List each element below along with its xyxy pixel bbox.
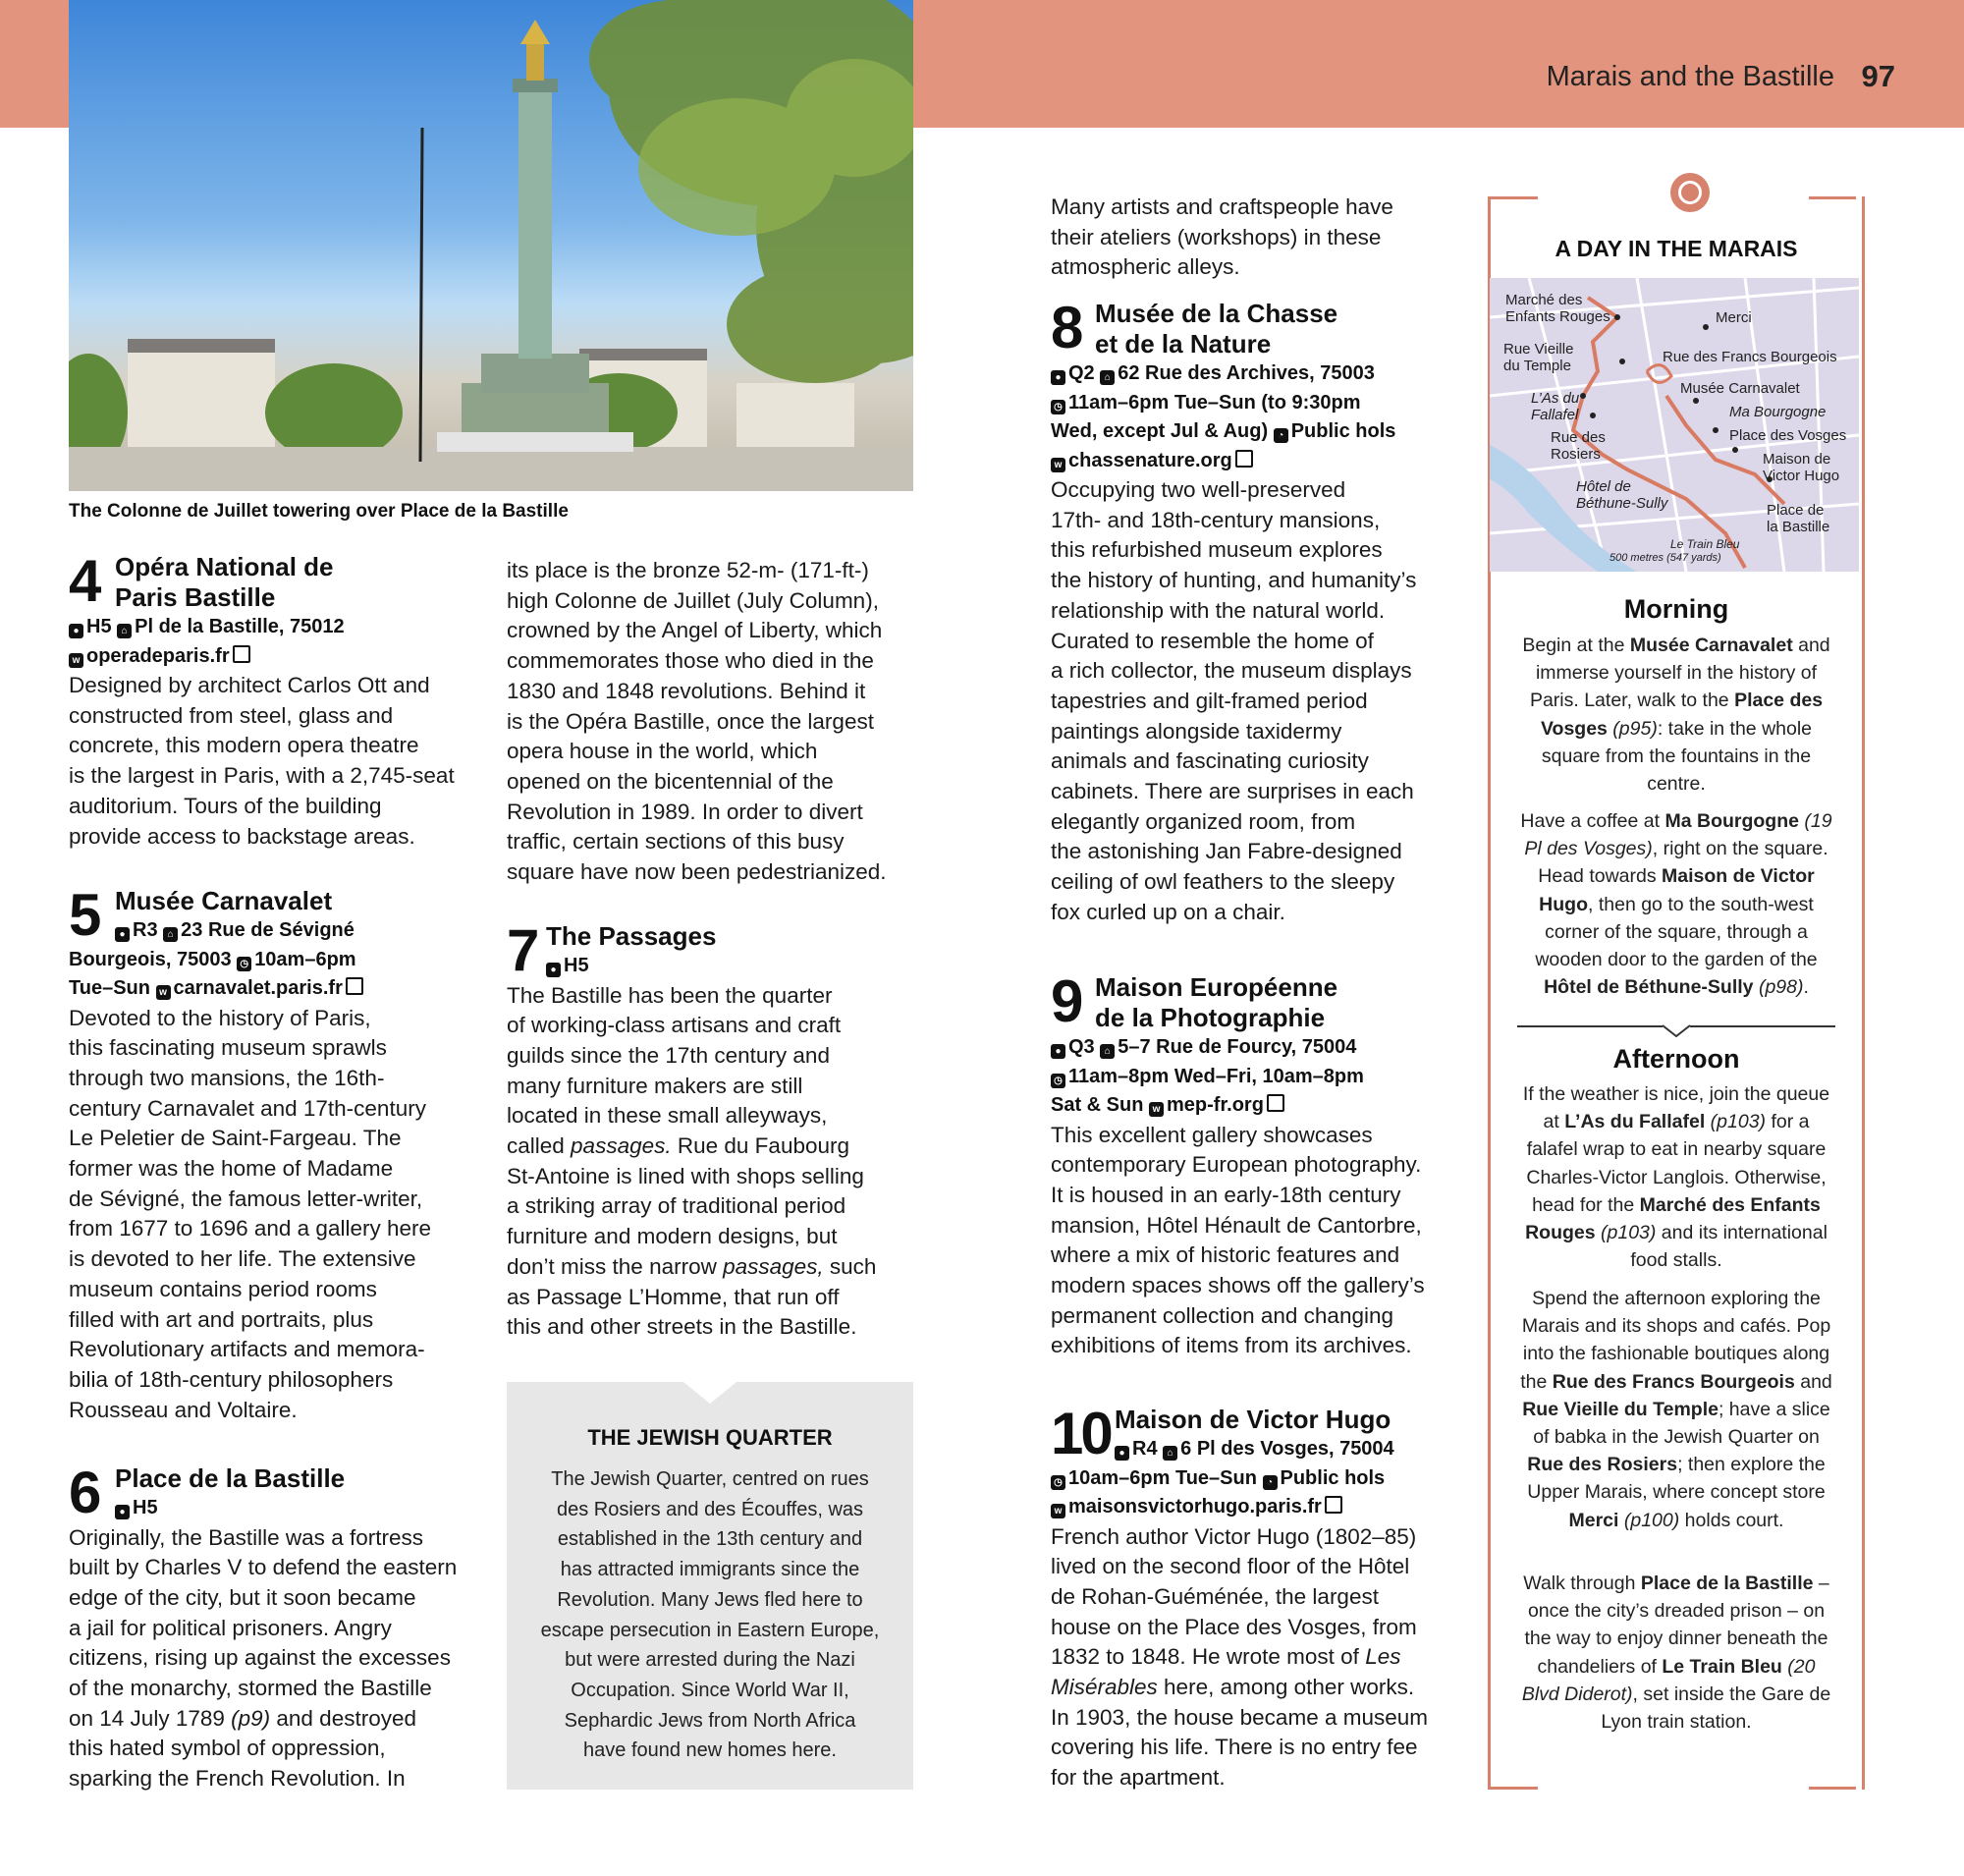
- map-label-merci: Merci: [1716, 309, 1752, 326]
- map-pin-icon: ●: [1051, 370, 1065, 385]
- afternoon-paragraph-2: Spend the afternoon exploring the Marais and its shops and cafés. Pop into the fashionable boutiques along the Rue des Francs Bourgeois and Rue Vieille du Temple; have a slice of babka in the Jewish Quarter on Rue des Rosiers; then explore the Upper Marais, where concept store Merci (p100) holds court.: [1520, 1288, 1832, 1531]
- map-label-bethune: Hôtel de Béthune-Sully: [1576, 478, 1668, 512]
- entry-body: French author Victor Hugo (1802–85) lived on the second floor of the Hôtel de Rohan-Guéménée, the largest house on the Place des Vosges, from 1832 to 1848. He wrote most of Les Misérables here, among other works. In 1903, the house became a museum covering his life. There is no entry fee for the apartment.: [1051, 1523, 1428, 1791]
- entry-musee-carnavalet: [69, 882, 491, 1444]
- entry-info: ● H5: [115, 1494, 491, 1523]
- entry-place-bastille: [69, 1460, 491, 1794]
- entry-info: ◷ 11am–6pm Tue–Sun (to 9:30pm: [1051, 389, 1473, 418]
- website-link[interactable]: chassenature.org: [1068, 449, 1232, 471]
- entry-body: Devoted to the history of Paris, this fascinating museum sprawls through two mansions, the 16th- century Carnavalet and 17th-century Le Peletier de Saint-Fargeau. The former was the home of Madame de Sévigné, the famous letter-writer, from 1677 to 1696 and a gallery here is devoted to her life. The extensive museum contains period rooms filled with art and portraits, plus Revolutionary artifacts and memora- bilia of 18th-century philosophers Rousseau and Voltaire.: [69, 1005, 431, 1422]
- entry-the-passages: [507, 917, 919, 1343]
- entry-number: 5: [69, 882, 99, 948]
- entry-maison-victor-hugo: [1051, 1401, 1473, 1793]
- map-pin-icon: ●: [1051, 1044, 1065, 1059]
- entry-web: Sat & Sun w mep-fr.org: [1051, 1091, 1473, 1121]
- website-link[interactable]: carnavalet.paris.fr: [173, 977, 343, 999]
- box-notch: [683, 1382, 736, 1404]
- accessible-icon: [1235, 450, 1253, 468]
- section-title: Marais and the Bastille: [1546, 61, 1834, 92]
- sidebar-corner: [1491, 196, 1538, 199]
- entry-title: Opéra National de: [115, 552, 334, 581]
- map-label-fallafel: L’As du Fallafel: [1531, 390, 1580, 423]
- map-scale: 500 metres (547 yards): [1609, 552, 1721, 564]
- address-icon: ⌂: [1163, 1446, 1177, 1461]
- map-pin-icon: ●: [115, 927, 130, 942]
- column-2: [507, 556, 919, 1343]
- entry-title: Musée de la Chasse: [1095, 299, 1338, 328]
- box-text: The Jewish Quarter, centred on rues des Rosiers and des Écouffes, was established in the 13th century and has attracted immigrants since the Revolution. Many Jews fled here to escape persecution in Eastern Europe, but were arrested during the Nazi Occupation. Since World War II, Sephardic Jews from North Africa have found new homes here.: [540, 1468, 880, 1762]
- website-link[interactable]: mep-fr.org: [1167, 1094, 1264, 1116]
- morning-paragraph-1: Begin at the Musée Carnavalet and immerse yourself in the history of Paris. Later, walk to the Place des Vosges (p95): take in the whole square from the fountains in the centre.: [1522, 635, 1830, 796]
- accessible-icon: [1267, 1094, 1284, 1112]
- map-label-vosges: Place des Vosges: [1729, 427, 1847, 444]
- entry-info: Wed, except Jul & Aug) ◔ Public hols: [1051, 420, 1396, 442]
- sidebar-corner: [1809, 1787, 1856, 1790]
- bastille-photo: [69, 0, 913, 491]
- entry-number: 10: [1051, 1401, 1111, 1466]
- entry-title: et de la Nature: [1095, 329, 1272, 359]
- afternoon-heading: Afternoon: [1612, 1044, 1740, 1074]
- afternoon-paragraph-3: Walk through Place de la Bastille – once the city’s dreaded prison – on the way to enjoy dinner beneath the chandeliers of Le Train Bleu (20 Blvd Diderot), set inside the Gare de Lyon train station.: [1521, 1573, 1831, 1734]
- entry-web: [69, 642, 491, 672]
- entry-title: Musée Carnavalet: [115, 886, 333, 915]
- map-pin-icon: ●: [69, 624, 83, 638]
- entry-body-continued: Many artists and craftspeople have their ateliers (workshops) in these atmospheric alleys.: [1051, 194, 1393, 280]
- entry-body: Occupying two well-preserved 17th- and 18th-century mansions, this refurbished museum explores the history of hunting, and humanity’s relationship with the natural world. Curated to resemble the home of a rich collector, the museum displays tapestries and gilt-framed period paintings alongside taxidermy animals and fascinating curiosity cabinets. There are surprises in each elegantly organized room, from the astonishing Jan Fabre-designed ceiling of owl feathers to the sleepy fox curled up on a chair.: [1051, 477, 1417, 924]
- jewish-quarter-box: [507, 1382, 913, 1790]
- closed-icon: ◔: [1274, 428, 1288, 443]
- map-label-carnavalet: Musée Carnavalet: [1680, 380, 1800, 397]
- address-icon: ⌂: [117, 624, 132, 638]
- marais-map: [1490, 278, 1859, 572]
- entry-info: ● H5: [546, 952, 919, 981]
- entry-info: ● Q2 ⌂ 62 Rue des Archives, 75003: [1051, 359, 1473, 389]
- entry-info: ● H5 ⌂ Pl de la Bastille, 75012: [69, 613, 491, 642]
- clock-icon: ◷: [1051, 1074, 1065, 1088]
- web-icon: w: [1051, 458, 1065, 472]
- web-icon: w: [156, 985, 171, 1000]
- entry-info: ◷ 10am–6pm Tue–Sun ◔ Public hols: [1051, 1464, 1473, 1494]
- entry-number: 8: [1051, 295, 1081, 360]
- entry-musee-chasse: [1051, 295, 1473, 951]
- map-pin-icon: ●: [115, 1505, 130, 1519]
- entry-opera-bastille: [69, 548, 491, 866]
- entry-title: Paris Bastille: [115, 582, 276, 612]
- accessible-icon: [346, 977, 363, 995]
- entry-maison-europeenne: [1051, 968, 1473, 1383]
- map-label-rosiers: Rue des Rosiers: [1551, 429, 1606, 463]
- divider-notch: [1663, 1024, 1690, 1038]
- map-pin-icon: ●: [546, 963, 561, 977]
- map-label-bastille: Place de la Bastille: [1767, 502, 1830, 535]
- clock-icon: ◷: [1051, 1475, 1065, 1490]
- clock-icon: ◷: [237, 957, 251, 971]
- entry-title: Maison de Victor Hugo: [1115, 1405, 1391, 1434]
- web-icon: w: [69, 653, 83, 668]
- entry-title: The Passages: [546, 921, 717, 951]
- sidebar-corner: [1809, 196, 1856, 199]
- entry-title: Place de la Bastille: [115, 1463, 346, 1493]
- photo-caption: The Colonne de Juillet towering over Place de la Bastille: [69, 501, 569, 522]
- address-icon: ⌂: [163, 927, 178, 942]
- entry-number: 4: [69, 548, 99, 614]
- afternoon-paragraph-1: If the weather is nice, join the queue at L’As du Fallafel (p103) for a falafel wrap to eat in nearby square Charles-Victor Langlois. Otherwise, head for the Marché des Enfants Rouges (p103) and its international food stalls.: [1522, 1083, 1830, 1272]
- entry-number: 9: [1051, 968, 1081, 1034]
- address-icon: ⌂: [1100, 370, 1115, 385]
- divider-line: [1517, 1025, 1663, 1027]
- clock-icon: ◷: [1051, 400, 1065, 414]
- entry-web: [1051, 1493, 1473, 1522]
- map-label-hugo: Maison de Victor Hugo: [1763, 451, 1840, 484]
- entry-body: The Bastille has been the quarter of working-class artisans and craft guilds since the 17th century and many furniture makers are still located in these small alleyways, called passages. Rue du Faubourg St-Antoine is lined with shops selling a striking array of traditional period furniture and modern designs, but don’t miss the narrow passages, such as Passage L’Homme, that run off this and other streets in the Bastille.: [507, 982, 877, 1340]
- map-label-train-bleu: Le Train Bleu: [1670, 537, 1740, 551]
- entry-title: de la Photographie: [1095, 1003, 1326, 1032]
- map-label-bourgeois: Rue des Francs Bourgeois: [1663, 349, 1837, 365]
- box-title: THE JEWISH QUARTER: [587, 1425, 833, 1450]
- website-link[interactable]: operadeparis.fr: [86, 644, 230, 667]
- address-icon: ⌂: [1100, 1044, 1115, 1059]
- entry-number: 7: [507, 917, 537, 983]
- entry-body-continued: its place is the bronze 52-m- (171-ft-) high Colonne de Juillet (July Column), crowned by the Angel of Liberty, which commemorates those who died in the 1830 and 1848 revolutions. Behind it is the Opéra Bastille, once the largest opera house in the world, which opened on the bicentennial of the Revolution in 1989. In order to divert traffic, certain sections of this busy square have now been pedestrianized.: [507, 558, 887, 885]
- entry-info: ◷ 11am–8pm Wed–Fri, 10am–8pm: [1051, 1063, 1473, 1092]
- entry-web: [1051, 447, 1473, 476]
- entry-info: ● R3 ⌂ 23 Rue de Sévigné: [115, 916, 491, 946]
- morning-heading: Morning: [1623, 594, 1729, 624]
- map-label-vieille: Rue Vieille du Temple: [1503, 341, 1574, 374]
- closed-icon: ◔: [1263, 1475, 1278, 1490]
- map-label-bourgogne: Ma Bourgogne: [1729, 404, 1827, 420]
- map-label-marche: Marché des Enfants Rouges: [1505, 292, 1610, 325]
- entry-info: ● R4 ⌂ 6 Pl des Vosges, 75004: [1115, 1435, 1473, 1464]
- entry-info: ● Q3 ⌂ 5–7 Rue de Fourcy, 75004: [1051, 1033, 1473, 1063]
- web-icon: w: [1149, 1102, 1164, 1117]
- morning-paragraph-2: Have a coffee at Ma Bourgogne (19 Pl des Vosges), right on the square. Head towards Maison de Victor Hugo, then go to the south-west corner of the square, through a wooden door to the garden of the Hôtel de Béthune-Sully (p98).: [1520, 810, 1832, 999]
- web-icon: w: [1051, 1504, 1065, 1518]
- entry-title: Maison Européenne: [1095, 972, 1338, 1002]
- sidebar-title: A DAY IN THE MARAIS: [1555, 236, 1798, 261]
- entry-body: This excellent gallery showcases contemporary European photography. It is housed in an early-18th century mansion, Hôtel Hénault de Cantorbre, where a mix of historic features and modern spaces shows off the gallery’s permanent collection and changing exhibitions of items from its archives.: [1051, 1122, 1425, 1358]
- entry-number: 6: [69, 1460, 99, 1525]
- entry-info: Tue–Sun w carnavalet.paris.fr: [69, 974, 491, 1004]
- map-pin-icon: ●: [1115, 1446, 1129, 1461]
- clock-icon: [1670, 173, 1710, 212]
- divider-line: [1690, 1025, 1835, 1027]
- accessible-icon: [1325, 1496, 1342, 1514]
- accessible-icon: [233, 645, 250, 663]
- column-1: [69, 548, 491, 1794]
- sidebar-corner: [1491, 1787, 1538, 1790]
- column-3: [1051, 193, 1473, 1793]
- entry-body: Designed by architect Carlos Ott and constructed from steel, glass and concrete, this modern opera theatre is the largest in Paris, with a 2,745-seat auditorium. Tours of the building provide access to backstage areas.: [69, 673, 455, 849]
- entry-info: Bourgeois, 75003 ◷ 10am–6pm: [69, 948, 356, 970]
- website-link[interactable]: maisonsvictorhugo.paris.fr: [1068, 1496, 1322, 1517]
- page-number: 97: [1861, 59, 1895, 93]
- entry-body: Originally, the Bastille was a fortress built by Charles V to defend the eastern edge of the city, but it soon became a jail for political prisoners. Angry citizens, rising up against the excesses of the monarchy, stormed the Bastille on 14 July 1789 (p9) and destroyed this hated symbol of oppression, sparking the French Revolution. In: [69, 1524, 458, 1792]
